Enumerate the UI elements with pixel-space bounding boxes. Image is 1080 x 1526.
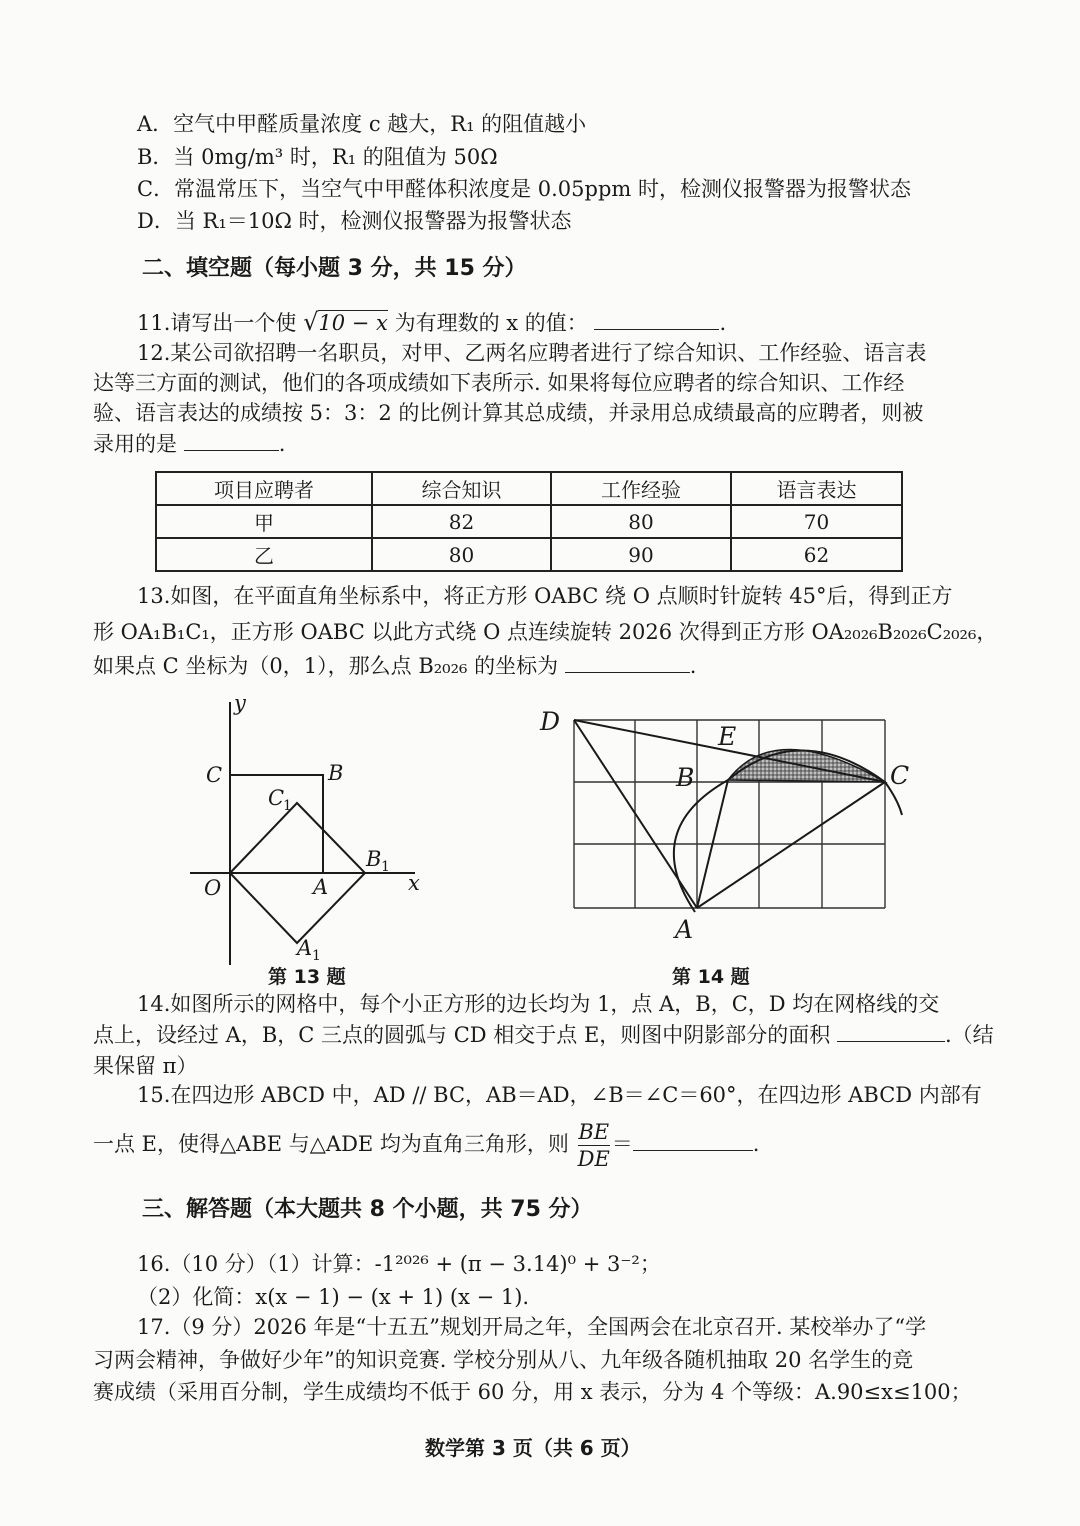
label-c: C — [890, 761, 910, 790]
table-cell: 62 — [731, 538, 902, 571]
label-a1-sub: 1 — [312, 948, 321, 964]
q15-line1: 15.在四边形 ABCD 中，AD // BC，AB＝AD，∠B＝∠C＝60°，在四边形 ABCD 内部有 — [137, 1083, 982, 1107]
segment-ac — [697, 782, 885, 908]
label-b1-sub: 1 — [381, 859, 390, 875]
table-header: 项目应聘者 — [156, 472, 372, 505]
q13-line1: 13.如图，在平面直角坐标系中，将正方形 OABC 绕 O 点顺时针旋转 45°后，得到正方 — [137, 584, 953, 608]
figure-13-caption: 第 13 题 — [268, 966, 346, 988]
section-3-title: 三、解答题（本大题共 8 个小题，共 75 分） — [142, 1197, 593, 1222]
table-header: 综合知识 — [372, 472, 551, 505]
page-footer: 数学第 3 页（共 6 页） — [425, 1436, 641, 1460]
q10-option-d: D．当 R₁＝10Ω 时，检测仪报警器为报警状态 — [137, 209, 572, 233]
figure-14 — [530, 700, 930, 950]
label-b: B — [676, 763, 695, 792]
q10-option-c: C．常温常压下，当空气中甲醛体积浓度是 0.05ppm 时，检测仪报警器为报警状态 — [137, 177, 911, 201]
q12-line3: 验、语言表达的成绩按 5：3：2 的比例计算其总成绩，并录用总成绩最高的应聘者，则被 — [93, 401, 924, 425]
figure-13 — [190, 690, 440, 965]
q12-end: . — [278, 432, 286, 456]
q10-option-a: A．空气中甲醛质量浓度 c 越大，R₁ 的阻值越小 — [137, 112, 587, 136]
q12-line1: 12.某公司欲招聘一名职员，对甲、乙两名应聘者进行了综合知识、工作经验、语言表 — [137, 341, 927, 365]
q12-line2: 达等三方面的测试，他们的各项成绩如下表所示. 如果将每位应聘者的综合知识、工作经 — [93, 371, 905, 395]
q14-line2 — [93, 1021, 994, 1049]
score-table — [155, 471, 903, 572]
table-cell: 乙 — [156, 538, 372, 571]
q14-line3: 果保留 π） — [93, 1054, 198, 1078]
q12-line4-text: 录用的是 — [93, 432, 177, 456]
table-cell: 82 — [372, 505, 551, 538]
table-header: 工作经验 — [551, 472, 731, 505]
label-d: D — [540, 707, 561, 736]
q15-fraction — [578, 1119, 610, 1172]
table-cell: 80 — [551, 505, 731, 538]
label-c: C — [206, 763, 223, 787]
q11 — [137, 308, 726, 337]
q10-option-b: B．当 0mg/m³ 时，R₁ 的阻值为 50Ω — [137, 145, 498, 169]
label-a: A — [675, 915, 694, 944]
q13-end: . — [689, 654, 697, 678]
table-header-row — [156, 472, 902, 505]
q12-answer-blank — [184, 430, 279, 451]
q13-line2: 形 OA₁B₁C₁，正方形 OABC 以此方式绕 O 点连续旋转 2026 次得到正方形 OA₂₀₂₆B₂₀₂₆C₂₀₂₆， — [93, 620, 998, 644]
q15-line2-text: 一点 E，使得△ABE 与△ADE 均为直角三角形，则 — [93, 1132, 569, 1156]
section-2-title: 二、填空题（每小题 3 分，共 15 分） — [142, 256, 527, 281]
label-a1: A — [297, 936, 313, 960]
q16-line2: （2）化简：x(x − 1) − (x + 1) (x − 1). — [137, 1285, 530, 1309]
q15-end: . — [752, 1132, 760, 1156]
label-c1-sub: 1 — [283, 798, 292, 814]
label-e: E — [718, 722, 737, 751]
q17-line3: 赛成绩（采用百分制，学生成绩均不低于 60 分，用 x 表示，分为 4 个等级：A.90≤x≤100； — [93, 1380, 972, 1404]
q17-line2: 习两会精神，争做好少年”的知识竞赛. 学校分别从八、九年级各随机抽取 20 名学生的竞 — [93, 1348, 914, 1372]
label-y: y — [234, 691, 246, 715]
q15-equals: ＝ — [611, 1132, 633, 1156]
table-row — [156, 505, 902, 538]
label-x: x — [408, 871, 420, 895]
q11-post: 为有理数的 x 的值： — [394, 311, 588, 335]
q13-line3-text: 如果点 C 坐标为（0，1），那么点 B₂₀₂₆ 的坐标为 — [93, 654, 559, 678]
table-cell: 80 — [372, 538, 551, 571]
q15-answer-blank — [633, 1130, 753, 1151]
q13-line3 — [93, 652, 696, 680]
label-b: B — [328, 761, 344, 785]
q11-pre: 11.请写出一个使 — [137, 311, 297, 335]
fraction-denominator: DE — [577, 1147, 610, 1171]
label-b1: B — [366, 847, 382, 871]
q12-line4 — [93, 430, 285, 458]
q14-line2-text: 点上，设经过 A，B，C 三点的圆弧与 CD 相交于点 E，则图中阴影部分的面积 — [93, 1023, 831, 1047]
label-c1: C — [268, 786, 285, 810]
q15-line2 — [93, 1118, 759, 1172]
table-header: 语言表达 — [731, 472, 902, 505]
table-cell: 70 — [731, 505, 902, 538]
q11-radicand: 10 − x — [318, 311, 388, 335]
q11-end: . — [719, 311, 727, 335]
q17-line1: 17.（9 分）2026 年是“十五五”规划开局之年，全国两会在北京召开. 某校举办了“学 — [137, 1315, 927, 1339]
q16-line1: 16.（10 分）（1）计算：-1²⁰²⁶ + (π − 3.14)⁰ + 3⁻²； — [137, 1252, 661, 1276]
table-cell: 甲 — [156, 505, 372, 538]
label-a: A — [313, 875, 329, 899]
label-o: O — [204, 876, 222, 900]
fraction-numerator: BE — [578, 1120, 610, 1144]
q11-answer-blank — [594, 309, 719, 330]
table-row — [156, 538, 902, 571]
q13-answer-blank — [565, 652, 690, 673]
q14-answer-blank — [837, 1021, 945, 1042]
q14-line2-end: .（结 — [944, 1023, 994, 1047]
figure-14-caption: 第 14 题 — [672, 966, 750, 988]
sqrt-sign: √ — [303, 308, 319, 336]
table-cell: 90 — [551, 538, 731, 571]
q14-line1: 14.如图所示的网格中，每个小正方形的边长均为 1，点 A，B，C，D 均在网格线的交 — [137, 992, 940, 1016]
